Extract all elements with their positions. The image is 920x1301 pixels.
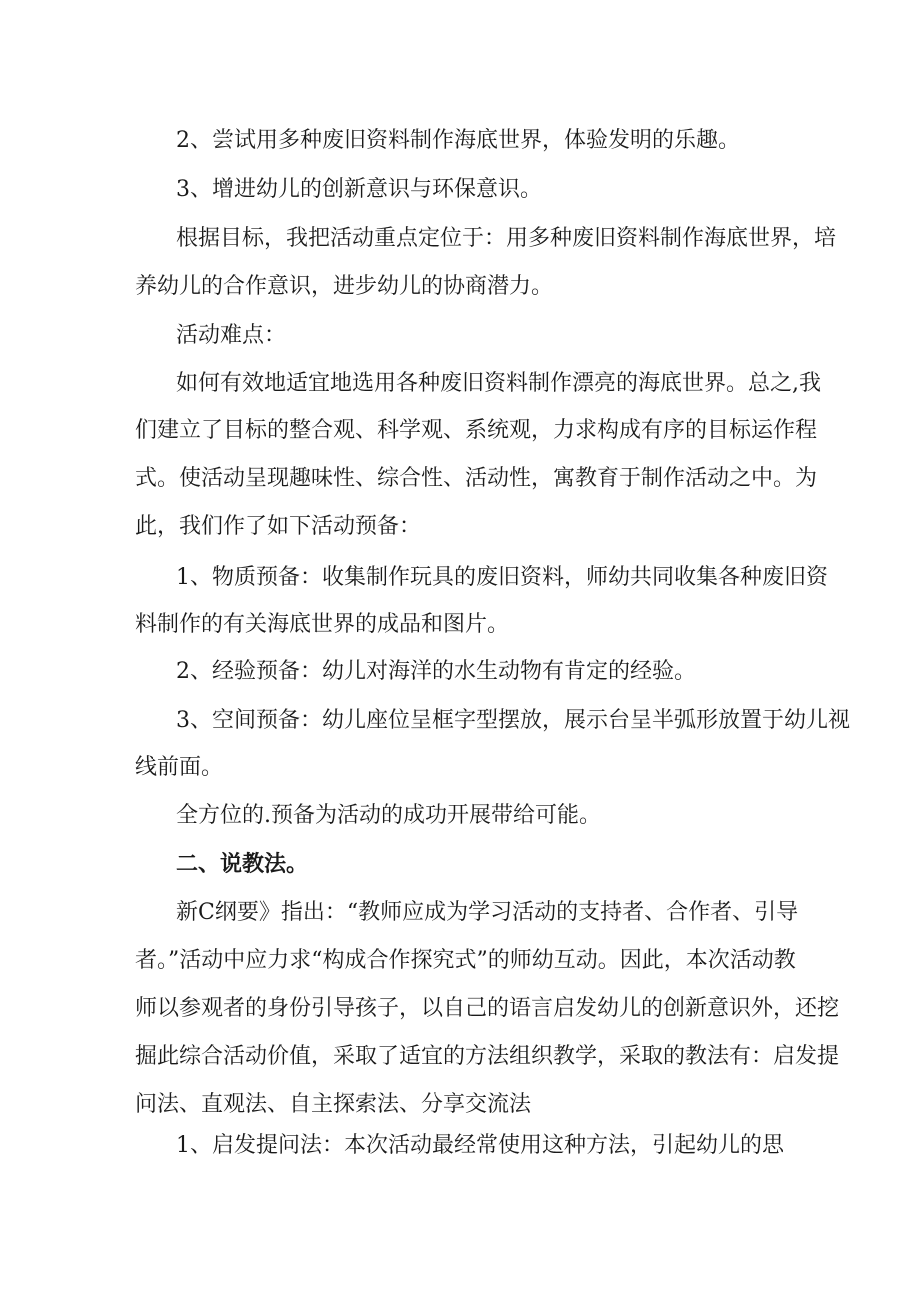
text-line: 2、尝试用多种废旧资料制作海底世界，体验发明的乐趣。 (176, 128, 740, 153)
text-line: 活动难点： (176, 323, 287, 348)
text-line: 掘此综合活动价值，采取了适宜的方法组织教学，采取的教法有：启发提 (135, 1044, 840, 1069)
text-line: 根据目标，我把活动重点定位于：用多种废旧资料制作海底世界，培 (176, 226, 837, 251)
text-line: 养幼儿的合作意识，进步幼儿的协商潜力。 (135, 274, 554, 299)
text-line: 料制作的有关海底世界的成品和图片。 (135, 612, 510, 637)
text-line: 如何有效地适宜地选用各种废旧资料制作漂亮的海底世界。总之,我 (176, 371, 821, 396)
text-line: 师以参观者的身份引导孩子，以自己的语言启发幼儿的创新意识外，还挖 (135, 996, 840, 1021)
text-line: 1、物质预备：收集制作玩具的废旧资料，师幼共同收集各种废旧资 (176, 565, 828, 590)
text-line: 此，我们作了如下活动预备： (135, 514, 422, 539)
text-line: 2、经验预备：幼儿对海洋的水生动物有肯定的经验。 (176, 659, 696, 684)
text-line: 问法、直观法、自主探索法、分享交流法 (135, 1092, 532, 1117)
text-line: 3、增进幼儿的创新意识与环保意识。 (176, 177, 542, 202)
text-line: 线前面。 (135, 755, 224, 780)
text-line: 3、空间预备：幼儿座位呈框字型摆放，展示台呈半弧形放置于幼儿视 (176, 708, 850, 733)
section-heading: 二、说教法。 (176, 852, 309, 877)
text-line: 们建立了目标的整合观、科学观、系统观，力求构成有序的目标运作程 (135, 418, 818, 443)
text-line: 全方位的.预备为活动的成功开展带给可能。 (176, 803, 601, 828)
text-line: 新C纲要》指出：“教师应成为学习活动的支持者、合作者、引导 (176, 900, 799, 925)
text-line: 式。使活动呈现趣味性、综合性、活动性，寓教育于制作活动之中。为 (135, 466, 818, 491)
text-line: 1、启发提问法：本次活动最经常使用这种方法，引起幼儿的思 (176, 1133, 784, 1158)
text-line: 者。”活动中应力求“构成合作探究式”的师幼互动。因此，本次活动教 (135, 948, 796, 973)
